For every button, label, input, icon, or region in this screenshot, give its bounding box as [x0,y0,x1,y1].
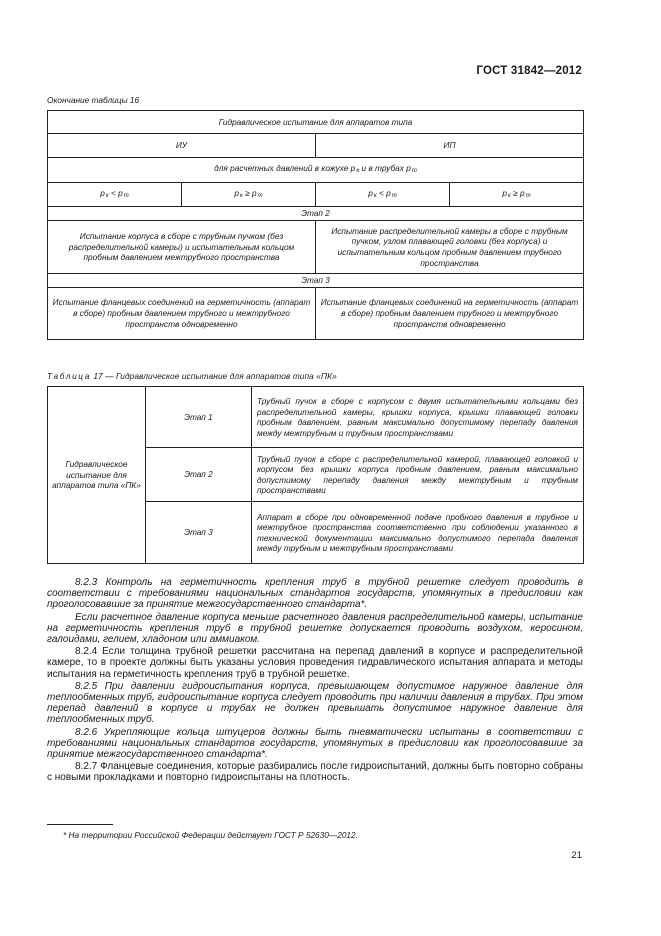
table17-stage-3-text: Аппарат в сборе при одновременной подаче пробного давления в трубное и межтрубное пространства соответственно при соблюдении указанного в технической документации максимально допустимого перепада давления между трубным и межтрубным пространствами [252,502,584,564]
table16-stage2-header: Этап 2 [48,207,584,221]
table16-stage3-ip: Испытание фланцевых соединений на герметичность (аппарат в сборе) пробным давлением трубного и межтрубного пространств одновременно [316,288,584,340]
table-17 [47,386,584,564]
table16-caption: Окончание таблицы 16 [47,95,140,105]
table16-stage3-iu: Испытание фланцевых соединений на герметичность (аппарат в сборе) пробным давлением трубного и межтрубного пространств одновременно [48,288,316,340]
table16-cond-ip-ge: pк ≥ pт [450,183,584,207]
footnote: * На территории Российской Федерации действует ГОСТ Р 52630—2012. [63,830,358,840]
paragraph-8-2-3: 8.2.3 Контроль на герметичность крепления труб в трубной решетке следует проводить в соответствии с требованиями национальных стандартов государств, упомянутых в предисловии как проголосовавшие за принятие межгосударственного стандарта*. [47,577,583,611]
page-number: 21 [571,850,582,861]
table16-pressure-row: для расчетных давлений в кожухе pк и в трубах pт [48,158,584,183]
paragraph-8-2-7: 8.2.7 Фланцевые соединения, которые разбирались после гидроиспытаний, должны быть повторно собраны с новыми прокладками и повторно гидроиспытаны на плотность. [47,761,583,784]
table16-title: Гидравлическое испытание для аппаратов типа [48,111,584,134]
table16-cond-iu-ge: pк ≥ pт [182,183,316,207]
paragraph-8-2-5: 8.2.5 При давлении гидроиспытания корпуса, превышающем допустимое наружное давление для теплообменных труб, гидроиспытание корпуса следует проводить при наличии давления в трубах. При этом перепад давлений в корпусе и трубах не должен превышать допустимое наружное давление для теплообменных труб. [47,680,583,726]
paragraph-8-2-6: 8.2.6 Укрепляющие кольца штуцеров должны быть пневматически испытаны в соответствии с требованиями национальных стандартов государств, упомянутых в предисловии как проголосовавшие за принятие межгосударственного стандарта*. [47,726,583,761]
table17-stage-2: Этап 2 [146,448,252,502]
table17-stage-3: Этап 3 [146,502,252,564]
paragraph-8-2-4: 8.2.4 Если толщина трубной решетки рассчитана на перепад давлений в корпусе и распределительной камере, то в проекте должны быть указаны условия проведения гидравлического испытания аппарата и методы испытания на герметичность крепления труб в трубной решетке. [47,646,583,680]
table-16 [47,110,584,340]
table17-stage-1-text: Трубный пучок в сборе с корпусом с двумя испытательными кольцами без распределительной камеры, крышки корпуса, крышки плавающей головки пробным давлением, равным максимально допустимому перепаду давления между межтрубным и трубным пространствами [252,387,584,448]
body-text [47,577,583,785]
paragraph-8-2-3-cont: Если расчетное давление корпуса меньше расчетного давления распределительной камеры, испытание на герметичность крепления труб в трубной решетке допускается проводить воздухом, керосином, галоидами, гелием, хладоном или аммиаком. [47,611,583,646]
standard-designation: ГОСТ 31842—2012 [476,65,582,77]
table16-stage2-ip: Испытание распределительной камеры в сборе с трубным пучком, узлом плавающей головки (без корпуса) и испытательным кольцом пробным давлением трубного пространства [316,221,584,274]
table16-stage3-header: Этап 3 [48,274,584,288]
table17-stage-1: Этап 1 [146,387,252,448]
footnote-divider [47,824,113,825]
table17-caption: Таблица 17 — Гидравлическое испытание для аппаратов типа «ПК» [47,371,337,381]
table17-row-label: Гидравлическое испытание для аппаратов типа «ПК» [48,387,146,564]
table16-cond-iu-lt: pк < pт [48,183,182,207]
table16-stage2-iu: Испытание корпуса в сборе с трубным пучком (без распределительной камеры) и испытательным кольцом пробным давлением межтрубного пространства [48,221,316,274]
table16-cond-ip-lt: pк < pт [316,183,450,207]
table16-header-ip: ИП [316,134,584,158]
table16-header-iu: ИУ [48,134,316,158]
table17-stage-2-text: Трубный пучок в сборе с распределительной камерой, плавающей головкой и корпусом без крышки корпуса пробным давлением, равным максимально допустимому перепаду давления между межтрубным и трубным пространствами [252,448,584,502]
